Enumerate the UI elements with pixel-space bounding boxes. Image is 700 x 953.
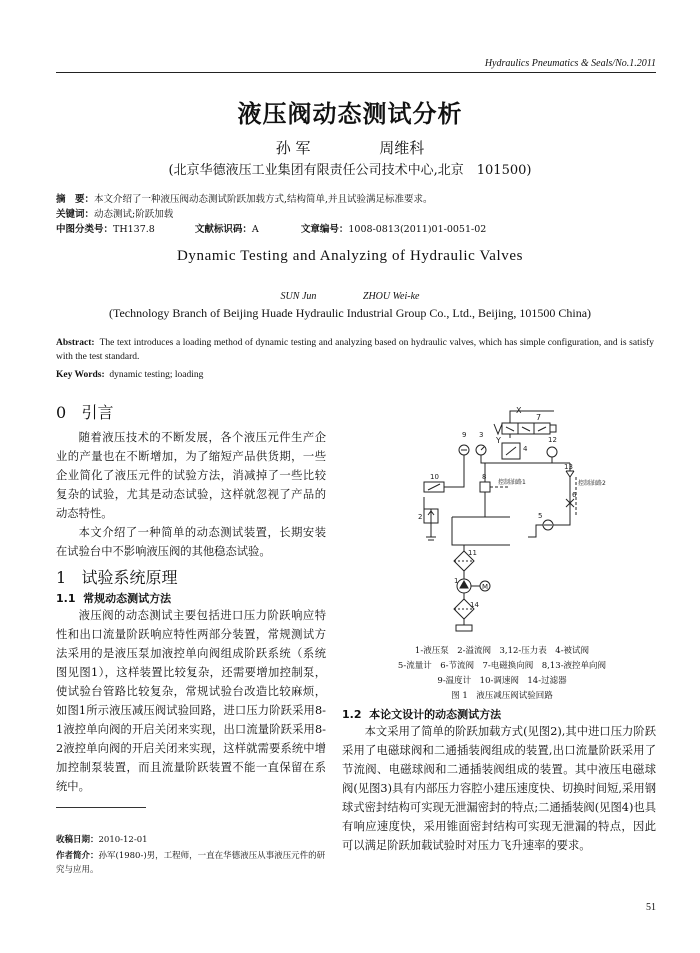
- footnote-rule: [56, 807, 146, 808]
- english-keywords-label: Key Words:: [56, 370, 105, 380]
- directional-valve-7: [494, 411, 556, 438]
- section-0-paragraph-1: 随着液压技术的不断发展，各个液压元件生产企业的产量也在不断增加，为了缩短产品供货期，一些企业简化了液压元件的试验方法，消减掉了一些比较复杂的试验，尤其是动态试验，这样就忽视了产品的动态特性。: [56, 431, 326, 520]
- received-label: 收稿日期：: [56, 835, 99, 845]
- subsection-1-2-paragraph: 本文采用了简单的阶跃加载方式(见图2),其中进口压力阶跃采用了电磁球阀和二通插装阀组成的装置,出口流量阶跃采用了节流阀、电磁球阀和二通插装阀组成的装置。其中液压电磁球阀(见图3)具有内部压力容腔小建压速度快、切换时间短,采用钢球式密封结构可实现无泄漏密封的特点;二通插装阀(见图4)也具有响应速度快，采用锥面密封结构可实现无泄漏的特点，因此可以满足阶跃加载试验时对压力飞升速率的要求。: [342, 725, 656, 852]
- affiliation: (北京华德液压工业集团有限责任公司技术中心,北京 101500): [168, 163, 532, 178]
- english-authors: [0, 291, 700, 302]
- keywords-cn-label: 关键词：: [56, 209, 95, 220]
- author-2: 周维科: [379, 139, 425, 157]
- label-8: 8: [482, 473, 487, 481]
- section-1-title: 试验系统原理: [81, 568, 178, 587]
- classification: [56, 223, 486, 237]
- label-10: 10: [430, 473, 439, 481]
- footnote-received: [56, 833, 330, 847]
- author-list: [0, 137, 700, 158]
- label-13: 13: [564, 463, 573, 471]
- subsection-1-1-number: 1.1: [56, 592, 76, 605]
- legend-line-2: 5-流量计 6-节流阀 7-电磁换向阀 8,13-液控单向阀: [397, 661, 607, 671]
- label-3: 3: [479, 431, 484, 439]
- subsection-1-2-title: 本论文设计的动态测试方法: [369, 708, 502, 721]
- figure-1-circuit-diagram: [398, 405, 606, 633]
- subsection-1-1-heading: [56, 590, 326, 606]
- label-12: 12: [548, 436, 557, 444]
- figure-1-caption: 图 1 液压减压阀试验回路: [451, 691, 553, 701]
- figure-1-legend: [344, 644, 660, 704]
- label-1: 1: [454, 577, 459, 585]
- abstract-cn-label: 摘 要：: [56, 194, 95, 205]
- legend-line-3: 9-温度计 10-调速阀 14-过滤器: [437, 676, 567, 686]
- header-rule: [56, 72, 656, 73]
- clc-value: TH137.8: [113, 224, 155, 235]
- paper-title: 液压阀动态测试分析: [237, 99, 463, 128]
- author-bio: 孙军(1980-)男，工程师，一直在华德液压从事液压元件的研究与应用。: [56, 851, 326, 875]
- section-0-heading: [56, 400, 326, 423]
- english-abstract-label: Abstract:: [56, 338, 95, 348]
- subsection-1-2-heading: [342, 706, 656, 722]
- footnote-author: [56, 849, 330, 877]
- page-number: 51: [646, 902, 656, 913]
- english-keywords: [56, 370, 203, 380]
- label-11: 11: [468, 549, 477, 557]
- label-x: X: [516, 406, 522, 415]
- section-0-title: 引言: [81, 403, 114, 422]
- label-control-oil-1: 控制油路1: [498, 479, 526, 486]
- english-author-1: SUN Jun: [280, 291, 317, 302]
- section-1-heading: [56, 565, 326, 588]
- doc-value: A: [251, 224, 259, 235]
- received-date: 2010-12-01: [98, 835, 148, 845]
- abstract-cn: [56, 193, 433, 207]
- label-7: 7: [536, 413, 542, 422]
- subsection-1-1-paragraph: 液压阀的动态测试主要包括进口压力阶跃响应特性和出口流量阶跃响应特性两部分装置，常规测试方法采用的是液压泵加液控单向阀组成阶跃系统（系统图见图1），这样装置比较复杂，还需要增加控制泵，使试验台管路比较复杂，常规试验台改造比较麻烦，如图1所示液压减压阀试验回路，进口压力阶跃采用8-1液控单向阀的开启关闭来实现，出口流量阶跃采用8-2液控单向阀的开启关闭来实现，这样就需要系统中增加控制泵装置，而且流量阶跃装置不能一直保留在系统中。: [56, 609, 326, 793]
- english-title: Dynamic Testing and Analyzing of Hydraulic Valves: [176, 248, 524, 264]
- art-value: 1008-0813(2011)01-0051-02: [348, 224, 487, 235]
- english-affiliation: (Technology Branch of Beijing Huade Hydraulic Industrial Group Co., Ltd., Beijing, 101500 China): [108, 306, 592, 320]
- label-14: 14: [470, 601, 479, 609]
- author-bio-label: 作者简介：: [56, 851, 99, 861]
- label-m: M: [482, 583, 489, 591]
- label-y: Y: [496, 436, 501, 445]
- section-0-paragraph-2: 本文介绍了一种简单的动态测试装置，长期安装在试验台中不影响液压阀的其他稳态试验。: [56, 526, 326, 558]
- author-1: 孙 军: [275, 139, 311, 157]
- reservoir: [456, 619, 472, 631]
- english-abstract: [56, 336, 654, 364]
- english-keywords-text: dynamic testing; loading: [109, 370, 204, 380]
- subsection-1-1-title: 常规动态测试方法: [83, 592, 172, 605]
- english-abstract-text: The text introduces a loading method of dynamic testing and analyzing based on hydraulic valves, which has simple configuration, and is satisfy with the test standard.: [56, 338, 654, 362]
- label-5: 5: [538, 512, 543, 520]
- subsection-1-2-number: 1.2: [342, 708, 362, 721]
- label-control-oil-2: 控制油路2: [578, 480, 606, 487]
- doc-label: 文献标识码：: [194, 224, 252, 235]
- keywords-cn-text: 动态测试;阶跃加载: [94, 209, 174, 220]
- abstract-cn-text: 本文介绍了一种液压阀动态测试阶跃加载方式,结构简单,并且试验满足标准要求。: [94, 194, 433, 205]
- section-1-number: 1: [56, 568, 67, 587]
- english-author-2: ZHOU Wei-ke: [362, 291, 420, 302]
- pilot-check-valve-8: [480, 482, 490, 492]
- pressure-gauge-12: [547, 447, 557, 457]
- clc-label: 中图分类号：: [56, 224, 114, 235]
- section-0-number: 0: [56, 403, 67, 422]
- art-label: 文章编号：: [300, 224, 349, 235]
- label-9: 9: [462, 431, 467, 439]
- keywords-cn: [56, 208, 173, 222]
- label-4: 4: [523, 445, 528, 453]
- legend-line-1: 1-液压泵 2-溢流阀 3,12-压力表 4-被试阀: [414, 646, 590, 656]
- journal-header: Hydraulics Pneumatics & Seals/No.1.2011: [484, 58, 656, 69]
- label-2: 2: [418, 513, 423, 521]
- label-6: 6: [572, 491, 577, 499]
